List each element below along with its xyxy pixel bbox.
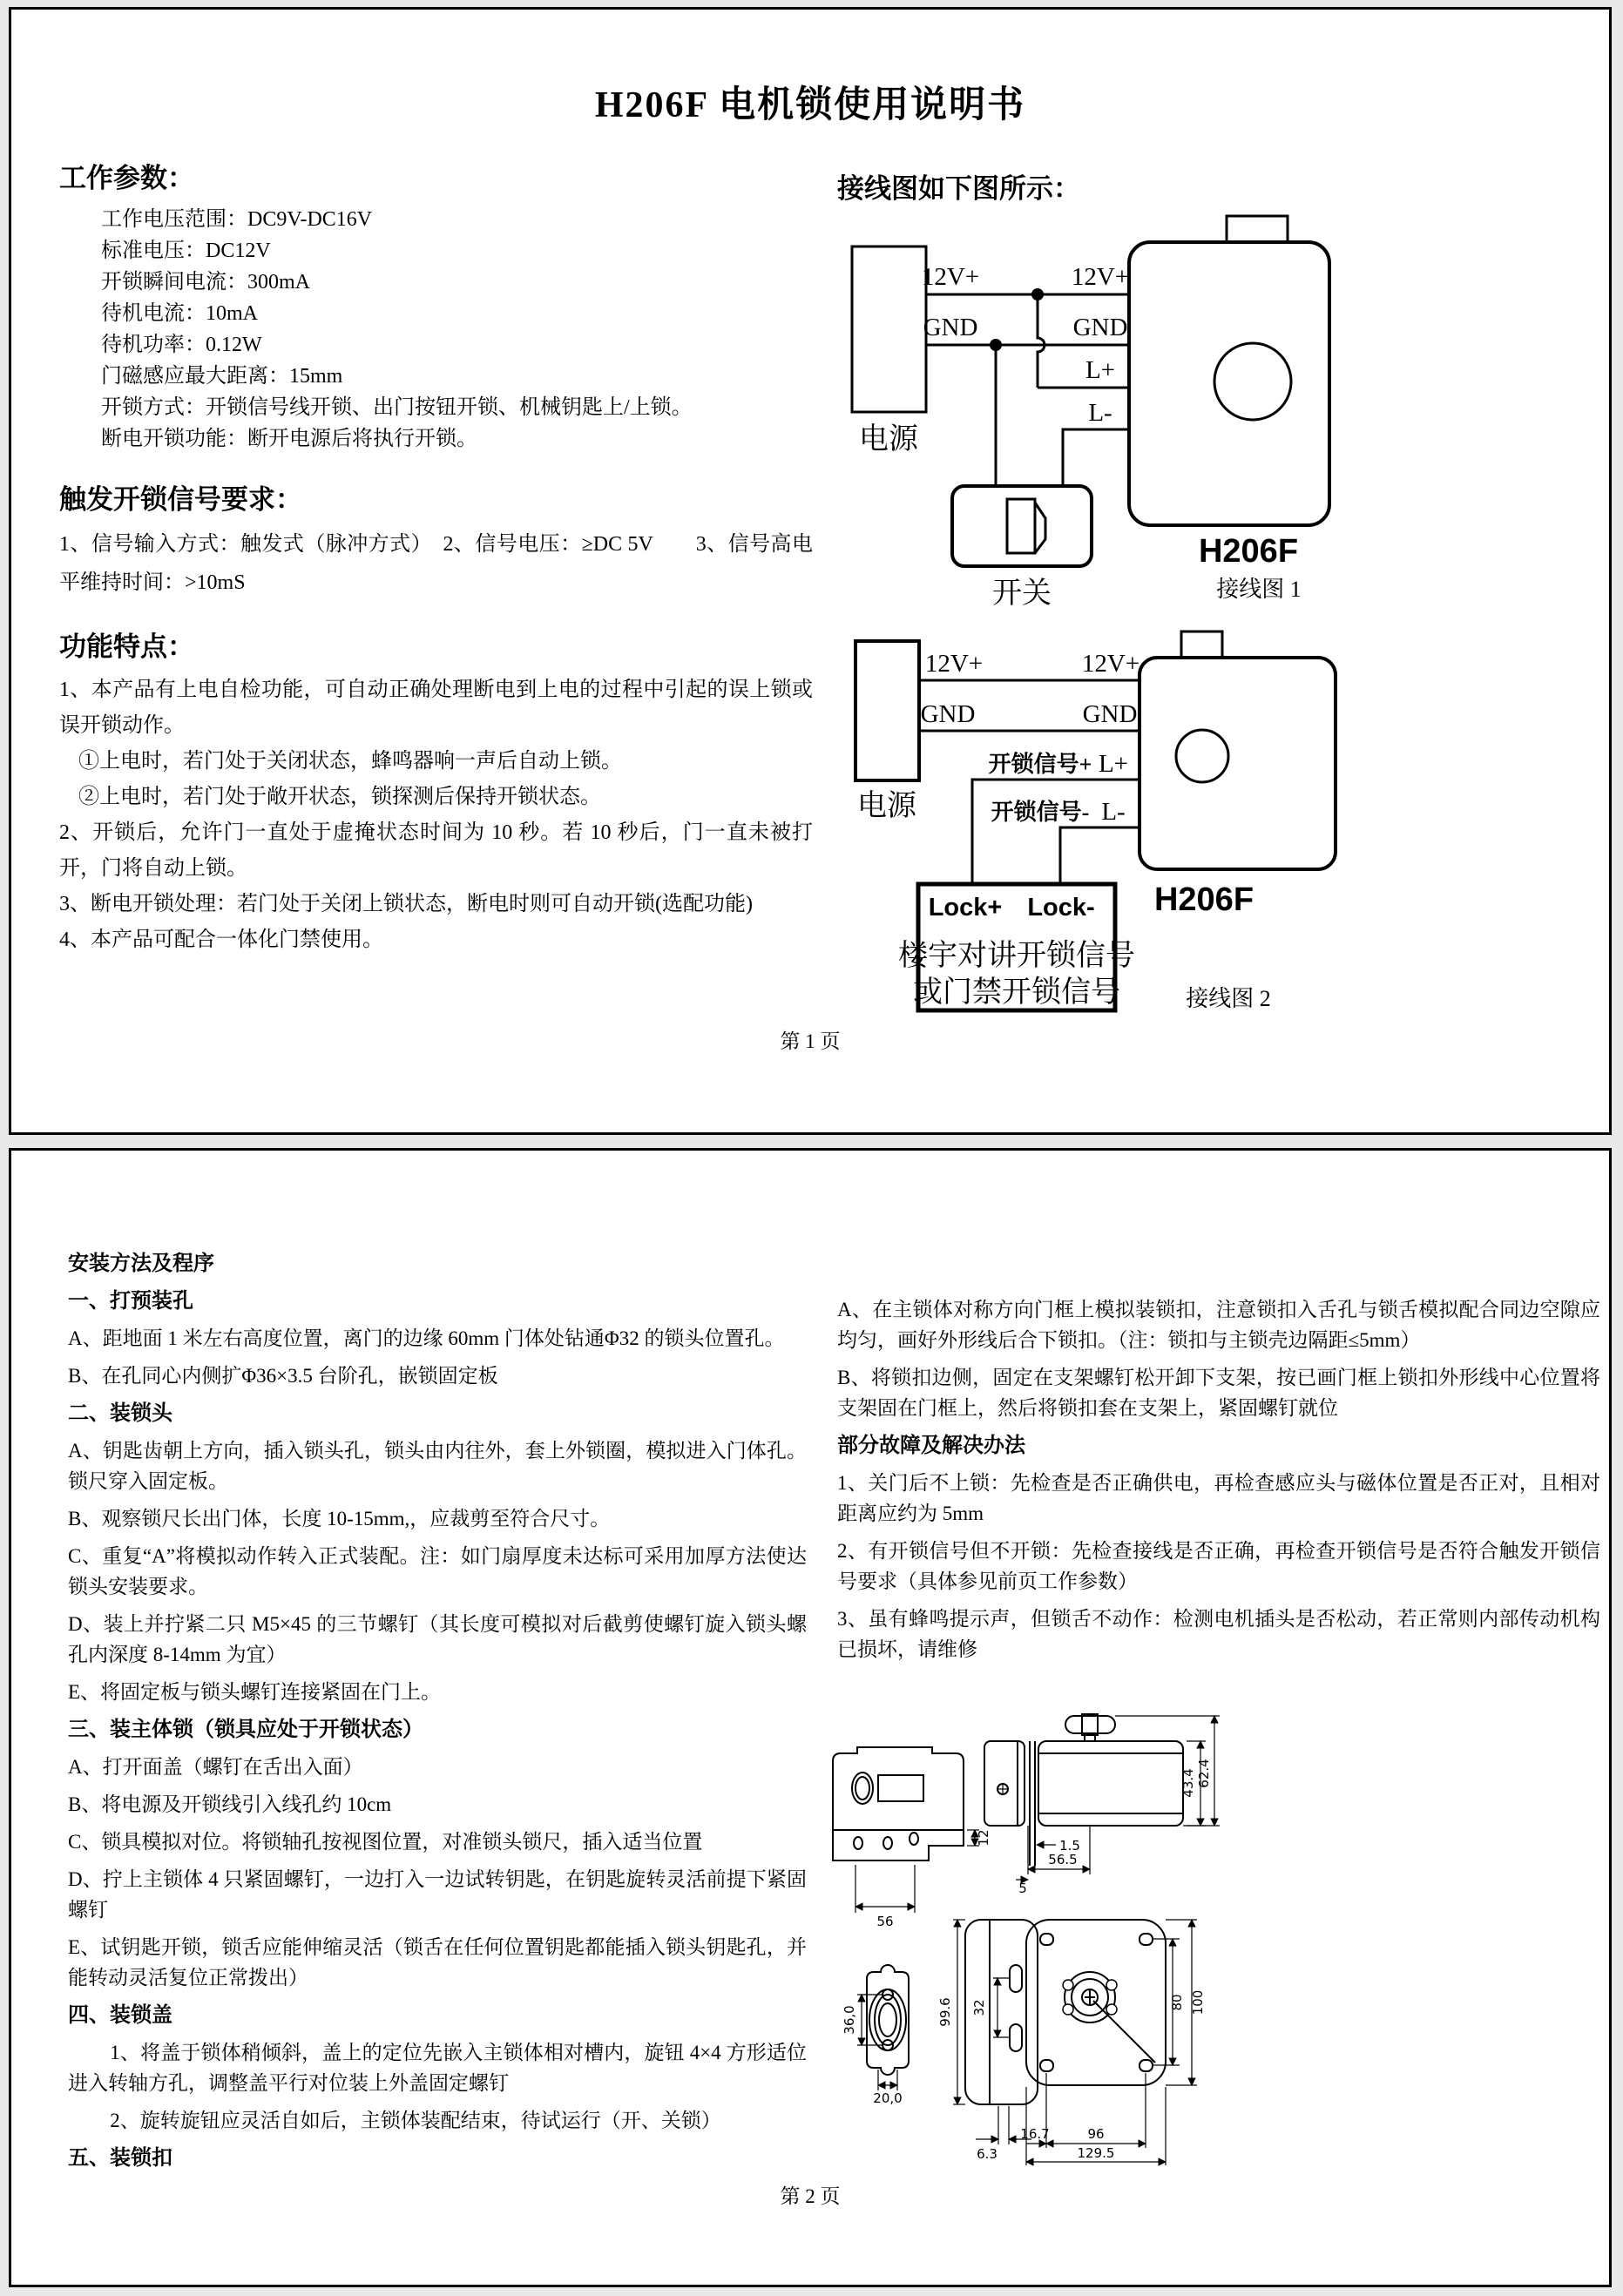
wire-label-gnd-right: GND <box>1082 700 1138 728</box>
dim-label: 12 <box>976 1829 991 1847</box>
wire-label-12v-left: 12V+ <box>924 650 984 678</box>
keyhole-circle <box>1214 343 1291 420</box>
wire-label-lminus: L- <box>1101 798 1126 826</box>
feature-item: ②上电时，若门处于敞开状态，锁探测后保持开锁状态。 <box>78 786 601 808</box>
dim-label: 56 <box>876 1914 894 1929</box>
unlock-signal-plus-label: 开锁信号+ <box>988 752 1092 777</box>
lock-body <box>1129 216 1329 525</box>
section2-heading: 二、装锁头 <box>68 1401 172 1425</box>
intercom-text-line2: 或门禁开锁信号 <box>913 976 1120 1009</box>
page1-left-column <box>59 156 813 958</box>
dim-label: 100 <box>1190 1989 1206 2016</box>
trigger-signal-text: 1、信号输入方式：触发式（脉冲方式） 2、信号电压：≥DC 5V 3、信号高电平维持时间：>10mS <box>59 533 813 594</box>
dim-label: 32 <box>971 1999 987 2016</box>
dim-label: 96 <box>1087 2126 1105 2142</box>
page2-right-column <box>837 1294 1600 1671</box>
param-line: 标准电压：DC12V <box>101 240 271 262</box>
lock-top-tab <box>1181 631 1222 658</box>
section3-heading: 三、装主体锁（锁具应处于开锁状态） <box>68 1718 423 1741</box>
power-supply-box <box>855 641 919 822</box>
exit-switch <box>952 486 1092 610</box>
lock-body <box>1139 631 1336 869</box>
page-title: H206F 电机锁使用说明书 <box>594 85 1026 125</box>
wiring-diagram-heading: 接线图如下图所示： <box>837 173 1080 204</box>
page-1 <box>9 7 1612 1135</box>
section5-heading: 五、装锁扣 <box>68 2146 172 2170</box>
keyhole-circle <box>1176 730 1228 782</box>
power-supply-box <box>852 246 926 456</box>
step: A、距地面 1 米左右高度位置，离门的边缘 60mm 门体处钻通Φ32 的锁头位置孔。 <box>68 1327 785 1349</box>
step: A、在主锁体对称方向门框上模拟装锁扣，注意锁扣入舌孔与锁舌模拟配合同边空隙应均匀，画好外形线后合下锁扣。（注：锁扣与主锁壳边隔距≤5mm） <box>837 1299 1600 1351</box>
diagram2-caption: 接线图 2 <box>1186 986 1271 1011</box>
switch-label: 开关 <box>992 577 1052 610</box>
param-line: 工作电压范围：DC9V-DC16V <box>101 208 373 231</box>
intercom-signal-box <box>898 884 1135 1010</box>
step: B、在孔同心内侧扩Φ36×3.5 台阶孔，嵌锁固定板 <box>68 1365 498 1387</box>
wire-label-12v-left: 12V+ <box>921 263 980 291</box>
dim-label: 5 <box>1018 1881 1027 1896</box>
dim-label: 80 <box>1169 1994 1185 2011</box>
wire-label-gnd-right: GND <box>1072 314 1128 341</box>
trigger-signal-heading: 触发开锁信号要求： <box>59 484 302 515</box>
cylinder-part-view <box>842 1965 909 2106</box>
param-line: 待机功率：0.12W <box>101 334 262 356</box>
param-line: 门磁感应最大距离：15mm <box>101 365 343 388</box>
page2-footer: 第 2 页 <box>780 2185 841 2207</box>
wiring-diagram-1 <box>835 212 1362 628</box>
junction-dot <box>1031 288 1044 301</box>
rocker-icon <box>1007 499 1035 553</box>
step: B、将电源及开锁线引入线孔约 10cm <box>68 1793 392 1815</box>
features-heading: 功能特点： <box>59 631 194 662</box>
step: A、钥匙齿朝上方向，插入锁头孔，锁头由内往外，套上外锁圈，模拟进入门体孔。锁尺穿入固定板。 <box>68 1440 807 1492</box>
knob-side-icon <box>1065 1716 1115 1733</box>
feature-item: 3、断电开锁处理：若门处于关闭上锁状态，断电时则可自动开锁(选配功能) <box>59 893 753 915</box>
wire-label-lplus: L+ <box>1098 750 1129 778</box>
dim-label: 62.4 <box>1196 1759 1212 1788</box>
step: 1、将盖于锁体稍倾斜，盖上的定位先嵌入主锁体相对槽内，旋钮 4×4 方形适位进入转轴方孔，调整盖平行对位装上外盖固定螺钉 <box>68 2042 807 2094</box>
lock-model-label: H206F <box>1153 881 1254 918</box>
dim-label: 56.5 <box>1048 1852 1078 1867</box>
dim-label: 20,0 <box>873 2090 903 2106</box>
dim-label: 129.5 <box>1077 2145 1115 2161</box>
main-body-front-view <box>1020 1920 1206 2165</box>
dim-label: 36,0 <box>842 2005 857 2035</box>
dim-label: 43.4 <box>1180 1768 1196 1798</box>
feature-item: 2、开锁后，允许门一直处于虚掩状态时间为 10 秒。若 10 秒后，门一直未被打开，门将自动上锁。 <box>59 821 813 880</box>
step: A、打开面盖（螺钉在舌出入面） <box>68 1756 363 1778</box>
page1-footer: 第 1 页 <box>780 1030 841 1052</box>
wire-label-12v-right: 12V+ <box>1081 650 1140 678</box>
lock-top-tab <box>1227 216 1288 242</box>
step: E、将固定板与锁头螺钉连接紧固在门上。 <box>68 1681 442 1703</box>
param-line: 待机电流：10mA <box>101 302 258 325</box>
dim-label: 1.5 <box>1059 1838 1080 1854</box>
step: C、重复“A”将模拟动作转入正式装配。注：如门扇厚度未达标可采用加厚方法使达锁头安装要求。 <box>68 1545 807 1597</box>
lock-plus-label: Lock+ <box>928 894 1003 922</box>
step: C、锁具模拟对位。将锁轴孔按视图位置，对准锁头锁尺，插入适当位置 <box>68 1831 703 1853</box>
feature-item: 4、本产品可配合一体化门禁使用。 <box>59 929 383 951</box>
step: D、拧上主锁体 4 只紧固螺钉，一边打入一边试转钥匙，在钥匙旋转灵活前提下紧固螺钉 <box>68 1868 807 1921</box>
page-2 <box>9 1148 1612 2287</box>
dim-label: 6.3 <box>977 2146 997 2162</box>
intercom-text-line1: 楼宇对讲开锁信号 <box>898 940 1135 972</box>
fault-item: 2、有开锁信号但不开锁：先检查接线是否正确，再检查开锁信号是否符合触发开锁信号要求（具体参见前页工作参数） <box>837 1540 1600 1592</box>
feature-item: ①上电时，若门处于关闭状态，蜂鸣器响一声后自动上锁。 <box>78 750 622 773</box>
unlock-signal-minus-label: 开锁信号- <box>991 800 1090 825</box>
troubleshooting-heading: 部分故障及解决办法 <box>837 1434 1025 1457</box>
fault-item: 1、关门后不上锁：先检查是否正确供电，再检查感应头与磁体位置是否正对，且相对距离应约为 5mm <box>837 1472 1600 1524</box>
section1-heading: 一、打预装孔 <box>68 1289 193 1313</box>
working-params-list <box>101 204 813 455</box>
diagram1-caption: 接线图 1 <box>1216 577 1302 602</box>
step: E、试钥匙开锁，锁舌应能伸缩灵活（锁舌在任何位置钥匙都能插入锁头钥匙孔，并能转动灵活复位正常拨出） <box>68 1936 807 1989</box>
lock-model-label: H206F <box>1198 533 1299 570</box>
wire-label-gnd-left: GND <box>920 700 976 728</box>
wire-label-12v-right: 12V+ <box>1071 263 1130 291</box>
wire-label-lplus: L+ <box>1085 356 1116 384</box>
param-line: 开锁瞬间电流：300mA <box>101 271 310 294</box>
step: B、观察锁尺长出门体，长度 10-15mm,，应裁剪至符合尺寸。 <box>68 1508 611 1530</box>
fault-item: 3、虽有蜂鸣提示声，但锁舌不动作：检测电机插头是否松动，若正常则内部传动机构已损坏，请维修 <box>837 1608 1600 1660</box>
wire-hop <box>1038 294 1045 388</box>
power-label: 电源 <box>857 790 916 822</box>
page2-left-column <box>68 1248 807 2180</box>
fixing-plate-view <box>833 1747 991 1929</box>
param-line: 开锁方式：开锁信号线开锁、出门按钮开锁、机械钥匙上/上锁。 <box>101 396 693 419</box>
technical-drawing <box>826 1712 1227 2170</box>
wire-label-lminus: L- <box>1088 399 1112 427</box>
section4-heading: 四、装锁盖 <box>68 2003 172 2027</box>
power-label: 电源 <box>859 423 918 456</box>
working-params-heading: 工作参数： <box>59 163 194 193</box>
step: B、将锁扣边侧，固定在支架螺钉松开卸下支架，按已画门框上锁扣外形线中心位置将支架固在门框上，然后将锁扣套在支架上，紧固螺钉就位 <box>837 1367 1600 1419</box>
dim-label: 16.7 <box>1020 2126 1050 2142</box>
feature-item: 1、本产品有上电自检功能，可自动正确处理断电到上电的过程中引起的误上锁或误开锁动作。 <box>59 679 813 737</box>
lock-side-view <box>984 1714 1220 1896</box>
step: D、装上并拧紧二只 M5×45 的三节螺钉（其长度可模拟对后截剪使螺钉旋入锁头螺孔内深度 8-14mm 为宜） <box>68 1613 807 1665</box>
wiring-diagram-2 <box>835 608 1366 1028</box>
wire-label-gnd-left: GND <box>923 314 978 341</box>
install-heading: 安装方法及程序 <box>68 1252 214 1275</box>
lock-minus-label: Lock- <box>1027 894 1095 922</box>
dim-label: 99.6 <box>937 1997 953 2027</box>
step: 2、旋转旋钮应灵活自如后，主锁体装配结束，待试运行（开、关锁） <box>110 2110 721 2131</box>
param-line: 断电开锁功能：断开电源后将执行开锁。 <box>101 428 477 450</box>
